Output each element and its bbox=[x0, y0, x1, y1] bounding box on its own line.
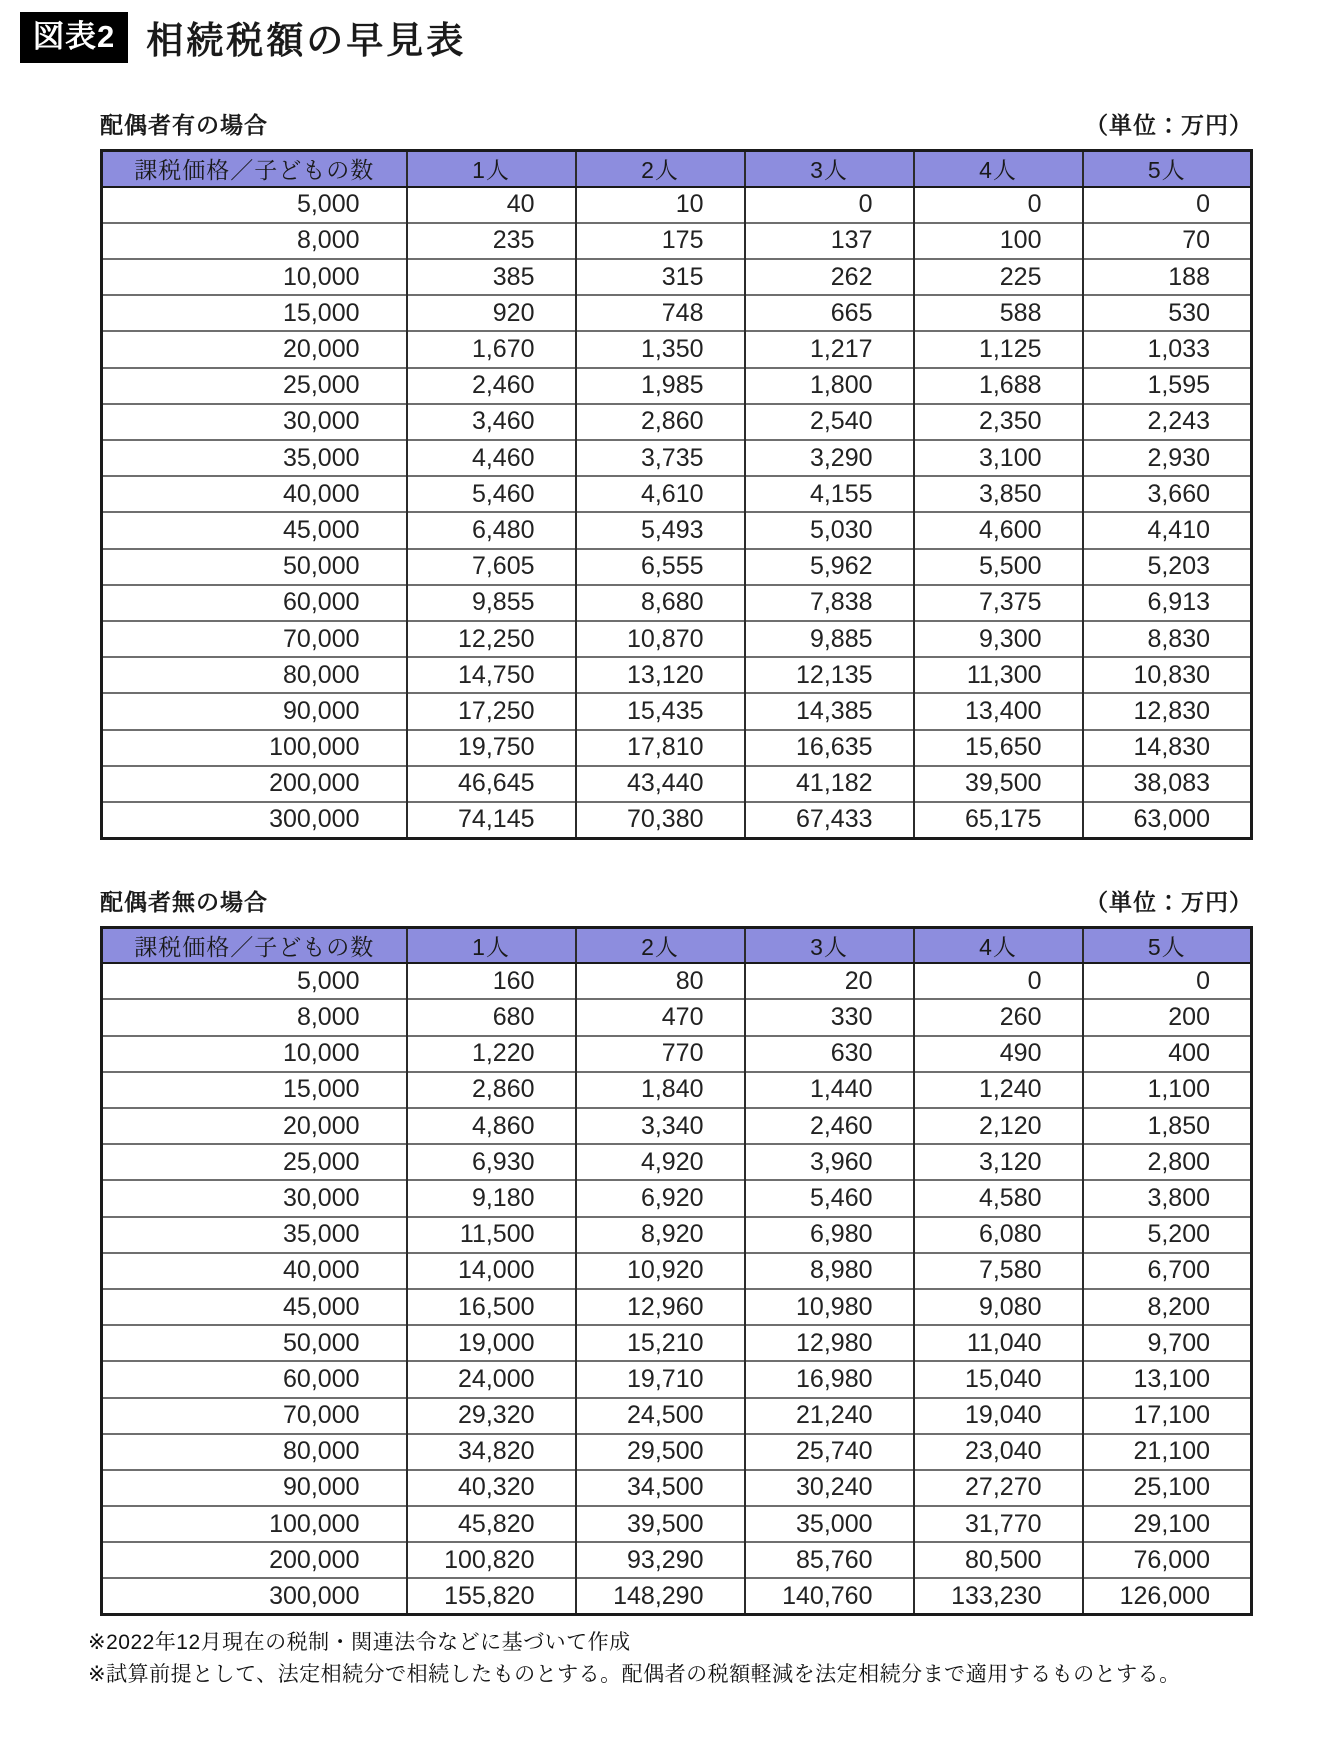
tax-amount-cell: 7,580 bbox=[914, 1253, 1083, 1289]
tax-amount-cell: 39,500 bbox=[914, 766, 1083, 802]
tax-amount-cell: 21,240 bbox=[745, 1398, 914, 1434]
table-row bbox=[102, 1506, 1252, 1542]
section-heading-with-spouse: 配偶者有の場合 bbox=[100, 112, 268, 138]
footnote-assumption: ※試算前提として、法定相続分で相続したものとする。配偶者の税額軽減を法定相続分まで適用するものとする。 bbox=[88, 1662, 1181, 1686]
tax-amount-cell: 680 bbox=[407, 999, 576, 1035]
tax-amount-cell: 14,000 bbox=[407, 1253, 576, 1289]
tax-amount-cell: 93,290 bbox=[576, 1542, 745, 1578]
tax-amount-cell: 10,980 bbox=[745, 1289, 914, 1325]
tax-amount-cell: 13,400 bbox=[914, 693, 1083, 729]
tax-amount-cell: 5,200 bbox=[1083, 1217, 1252, 1253]
tax-amount-cell: 15,650 bbox=[914, 730, 1083, 766]
tax-amount-cell: 9,300 bbox=[914, 621, 1083, 657]
tax-amount-cell: 15,210 bbox=[576, 1325, 745, 1361]
tax-amount-cell: 24,500 bbox=[576, 1398, 745, 1434]
table-row bbox=[102, 766, 1252, 802]
tax-amount-cell: 400 bbox=[1083, 1036, 1252, 1072]
tax-amount-cell: 4,610 bbox=[576, 476, 745, 512]
tax-amount-cell: 0 bbox=[745, 187, 914, 223]
table-row bbox=[102, 1180, 1252, 1216]
col-header-children-3: 3人 bbox=[745, 151, 914, 187]
tax-amount-cell: 5,493 bbox=[576, 512, 745, 548]
tax-amount-cell: 2,540 bbox=[745, 404, 914, 440]
tax-amount-cell: 14,830 bbox=[1083, 730, 1252, 766]
tax-amount-cell: 2,243 bbox=[1083, 404, 1252, 440]
section-heading-row bbox=[100, 107, 1253, 140]
tax-amount-cell: 1,670 bbox=[407, 331, 576, 367]
tax-amount-cell: 1,220 bbox=[407, 1036, 576, 1072]
row-header-taxable-value: 40,000 bbox=[102, 476, 407, 512]
tax-amount-cell: 11,040 bbox=[914, 1325, 1083, 1361]
table-row bbox=[102, 512, 1252, 548]
table-row bbox=[102, 368, 1252, 404]
table-row bbox=[102, 1542, 1252, 1578]
row-header-taxable-value: 60,000 bbox=[102, 1361, 407, 1397]
tax-amount-cell: 65,175 bbox=[914, 802, 1083, 838]
table-row bbox=[102, 802, 1252, 838]
tax-amount-cell: 100,820 bbox=[407, 1542, 576, 1578]
tax-amount-cell: 70 bbox=[1083, 223, 1252, 259]
tax-amount-cell: 10,830 bbox=[1083, 657, 1252, 693]
tax-amount-cell: 588 bbox=[914, 295, 1083, 331]
tax-amount-cell: 1,125 bbox=[914, 331, 1083, 367]
tax-amount-cell: 770 bbox=[576, 1036, 745, 1072]
tax-amount-cell: 9,700 bbox=[1083, 1325, 1252, 1361]
row-header-taxable-value: 8,000 bbox=[102, 999, 407, 1035]
tax-amount-cell: 2,860 bbox=[407, 1072, 576, 1108]
tax-amount-cell: 16,635 bbox=[745, 730, 914, 766]
tax-amount-cell: 5,460 bbox=[745, 1180, 914, 1216]
tax-amount-cell: 31,770 bbox=[914, 1506, 1083, 1542]
tax-amount-cell: 3,660 bbox=[1083, 476, 1252, 512]
tax-amount-cell: 470 bbox=[576, 999, 745, 1035]
row-header-taxable-value: 5,000 bbox=[102, 187, 407, 223]
tax-amount-cell: 330 bbox=[745, 999, 914, 1035]
tax-amount-cell: 137 bbox=[745, 223, 914, 259]
table-row bbox=[102, 549, 1252, 585]
table-header-row bbox=[102, 151, 1252, 187]
tax-amount-cell: 63,000 bbox=[1083, 802, 1252, 838]
tax-amount-cell: 3,460 bbox=[407, 404, 576, 440]
tax-amount-cell: 19,750 bbox=[407, 730, 576, 766]
tax-amount-cell: 43,440 bbox=[576, 766, 745, 802]
table-row bbox=[102, 1361, 1252, 1397]
tax-amount-cell: 21,100 bbox=[1083, 1434, 1252, 1470]
tax-amount-cell: 9,855 bbox=[407, 585, 576, 621]
tax-amount-cell: 1,840 bbox=[576, 1072, 745, 1108]
row-header-taxable-value: 70,000 bbox=[102, 621, 407, 657]
tax-amount-cell: 27,270 bbox=[914, 1470, 1083, 1506]
tax-amount-cell: 5,203 bbox=[1083, 549, 1252, 585]
col-header-children-5: 5人 bbox=[1083, 151, 1252, 187]
tax-amount-cell: 20 bbox=[745, 963, 914, 999]
row-header-taxable-value: 300,000 bbox=[102, 1578, 407, 1614]
table-row bbox=[102, 1325, 1252, 1361]
tax-amount-cell: 665 bbox=[745, 295, 914, 331]
tax-amount-cell: 200 bbox=[1083, 999, 1252, 1035]
row-header-taxable-value: 10,000 bbox=[102, 259, 407, 295]
tax-amount-cell: 14,385 bbox=[745, 693, 914, 729]
col-header-taxable-value: 課税価格／子どもの数 bbox=[102, 927, 407, 963]
row-header-taxable-value: 20,000 bbox=[102, 1108, 407, 1144]
table-row bbox=[102, 1578, 1252, 1614]
table-row bbox=[102, 404, 1252, 440]
tax-amount-cell: 1,850 bbox=[1083, 1108, 1252, 1144]
tax-amount-cell: 6,555 bbox=[576, 549, 745, 585]
tax-amount-cell: 3,120 bbox=[914, 1144, 1083, 1180]
tax-amount-cell: 2,800 bbox=[1083, 1144, 1252, 1180]
tax-amount-cell: 0 bbox=[1083, 963, 1252, 999]
col-header-children-4: 4人 bbox=[914, 151, 1083, 187]
tax-amount-cell: 920 bbox=[407, 295, 576, 331]
tax-amount-cell: 1,800 bbox=[745, 368, 914, 404]
tax-amount-cell: 10 bbox=[576, 187, 745, 223]
tax-amount-cell: 2,460 bbox=[745, 1108, 914, 1144]
tax-amount-cell: 4,920 bbox=[576, 1144, 745, 1180]
tax-amount-cell: 8,980 bbox=[745, 1253, 914, 1289]
table-row bbox=[102, 1217, 1252, 1253]
row-header-taxable-value: 300,000 bbox=[102, 802, 407, 838]
tax-amount-cell: 8,680 bbox=[576, 585, 745, 621]
tax-amount-cell: 175 bbox=[576, 223, 745, 259]
tax-amount-cell: 12,980 bbox=[745, 1325, 914, 1361]
row-header-taxable-value: 45,000 bbox=[102, 512, 407, 548]
tax-amount-cell: 1,100 bbox=[1083, 1072, 1252, 1108]
tax-amount-cell: 9,080 bbox=[914, 1289, 1083, 1325]
tax-amount-cell: 6,920 bbox=[576, 1180, 745, 1216]
tax-amount-cell: 262 bbox=[745, 259, 914, 295]
tax-amount-cell: 260 bbox=[914, 999, 1083, 1035]
table-row bbox=[102, 1036, 1252, 1072]
tax-amount-cell: 3,850 bbox=[914, 476, 1083, 512]
table-row bbox=[102, 1072, 1252, 1108]
row-header-taxable-value: 60,000 bbox=[102, 585, 407, 621]
tax-amount-cell: 13,120 bbox=[576, 657, 745, 693]
tax-amount-cell: 12,960 bbox=[576, 1289, 745, 1325]
tax-amount-cell: 225 bbox=[914, 259, 1083, 295]
tax-amount-cell: 11,500 bbox=[407, 1217, 576, 1253]
tax-amount-cell: 16,500 bbox=[407, 1289, 576, 1325]
table-row bbox=[102, 1108, 1252, 1144]
tax-amount-cell: 46,645 bbox=[407, 766, 576, 802]
row-header-taxable-value: 40,000 bbox=[102, 1253, 407, 1289]
tax-amount-cell: 45,820 bbox=[407, 1506, 576, 1542]
table-row bbox=[102, 1253, 1252, 1289]
table-row bbox=[102, 621, 1252, 657]
tax-amount-cell: 4,410 bbox=[1083, 512, 1252, 548]
tax-amount-cell: 7,838 bbox=[745, 585, 914, 621]
tax-amount-cell: 140,760 bbox=[745, 1578, 914, 1614]
tax-amount-cell: 39,500 bbox=[576, 1506, 745, 1542]
tax-amount-cell: 3,100 bbox=[914, 440, 1083, 476]
tax-amount-cell: 8,920 bbox=[576, 1217, 745, 1253]
page-title: 相続税額の早見表 bbox=[146, 20, 467, 61]
tax-amount-cell: 2,350 bbox=[914, 404, 1083, 440]
table-row bbox=[102, 999, 1252, 1035]
tax-amount-cell: 2,930 bbox=[1083, 440, 1252, 476]
tax-amount-cell: 235 bbox=[407, 223, 576, 259]
row-header-taxable-value: 8,000 bbox=[102, 223, 407, 259]
row-header-taxable-value: 50,000 bbox=[102, 549, 407, 585]
table-row bbox=[102, 1144, 1252, 1180]
figure-number-badge: 図表2 bbox=[20, 12, 128, 63]
tax-amount-cell: 16,980 bbox=[745, 1361, 914, 1397]
tax-amount-cell: 315 bbox=[576, 259, 745, 295]
tax-amount-cell: 126,000 bbox=[1083, 1578, 1252, 1614]
tax-amount-cell: 67,433 bbox=[745, 802, 914, 838]
tax-amount-cell: 80 bbox=[576, 963, 745, 999]
tax-amount-cell: 3,340 bbox=[576, 1108, 745, 1144]
table-row bbox=[102, 295, 1252, 331]
tax-amount-cell: 40,320 bbox=[407, 1470, 576, 1506]
tax-amount-cell: 74,145 bbox=[407, 802, 576, 838]
tax-amount-cell: 15,435 bbox=[576, 693, 745, 729]
row-header-taxable-value: 20,000 bbox=[102, 331, 407, 367]
figure-title-row bbox=[0, 0, 1340, 64]
table-row bbox=[102, 963, 1252, 999]
row-header-taxable-value: 5,000 bbox=[102, 963, 407, 999]
col-header-children-1: 1人 bbox=[407, 151, 576, 187]
row-header-taxable-value: 100,000 bbox=[102, 730, 407, 766]
tax-amount-cell: 4,860 bbox=[407, 1108, 576, 1144]
tax-amount-cell: 0 bbox=[1083, 187, 1252, 223]
tax-amount-cell: 17,250 bbox=[407, 693, 576, 729]
tax-amount-cell: 29,320 bbox=[407, 1398, 576, 1434]
tax-amount-cell: 29,500 bbox=[576, 1434, 745, 1470]
tax-amount-cell: 3,960 bbox=[745, 1144, 914, 1180]
tax-amount-cell: 0 bbox=[914, 187, 1083, 223]
tax-amount-cell: 1,985 bbox=[576, 368, 745, 404]
tax-amount-cell: 25,740 bbox=[745, 1434, 914, 1470]
row-header-taxable-value: 30,000 bbox=[102, 1180, 407, 1216]
col-header-children-2: 2人 bbox=[576, 151, 745, 187]
tax-amount-cell: 4,460 bbox=[407, 440, 576, 476]
tax-amount-cell: 13,100 bbox=[1083, 1361, 1252, 1397]
section-with-spouse bbox=[0, 107, 1340, 840]
col-header-children-2: 2人 bbox=[576, 927, 745, 963]
tax-amount-cell: 1,440 bbox=[745, 1072, 914, 1108]
row-header-taxable-value: 200,000 bbox=[102, 766, 407, 802]
tax-amount-cell: 24,000 bbox=[407, 1361, 576, 1397]
tax-amount-cell: 12,135 bbox=[745, 657, 914, 693]
tax-amount-cell: 385 bbox=[407, 259, 576, 295]
unit-label: （単位：万円） bbox=[1085, 112, 1253, 138]
footnote-basis: ※2022年12月現在の税制・関連法令などに基づいて作成 bbox=[88, 1631, 631, 1655]
table-row bbox=[102, 657, 1252, 693]
tax-amount-cell: 80,500 bbox=[914, 1542, 1083, 1578]
tax-amount-cell: 11,300 bbox=[914, 657, 1083, 693]
tax-amount-cell: 530 bbox=[1083, 295, 1252, 331]
row-header-taxable-value: 25,000 bbox=[102, 1144, 407, 1180]
tax-amount-cell: 3,735 bbox=[576, 440, 745, 476]
tax-amount-cell: 160 bbox=[407, 963, 576, 999]
tax-amount-cell: 76,000 bbox=[1083, 1542, 1252, 1578]
tax-amount-cell: 1,595 bbox=[1083, 368, 1252, 404]
tax-amount-cell: 29,100 bbox=[1083, 1506, 1252, 1542]
tax-amount-cell: 5,030 bbox=[745, 512, 914, 548]
row-header-taxable-value: 30,000 bbox=[102, 404, 407, 440]
tax-amount-cell: 1,240 bbox=[914, 1072, 1083, 1108]
tax-amount-cell: 6,913 bbox=[1083, 585, 1252, 621]
tax-amount-cell: 630 bbox=[745, 1036, 914, 1072]
tax-amount-cell: 1,350 bbox=[576, 331, 745, 367]
col-header-children-5: 5人 bbox=[1083, 927, 1252, 963]
tax-amount-cell: 40 bbox=[407, 187, 576, 223]
table-row bbox=[102, 585, 1252, 621]
row-header-taxable-value: 35,000 bbox=[102, 1217, 407, 1253]
table-row bbox=[102, 1398, 1252, 1434]
tax-amount-cell: 10,870 bbox=[576, 621, 745, 657]
tax-amount-cell: 23,040 bbox=[914, 1434, 1083, 1470]
row-header-taxable-value: 10,000 bbox=[102, 1036, 407, 1072]
tax-amount-cell: 12,830 bbox=[1083, 693, 1252, 729]
tax-amount-cell: 19,040 bbox=[914, 1398, 1083, 1434]
tax-amount-cell: 41,182 bbox=[745, 766, 914, 802]
table-row bbox=[102, 440, 1252, 476]
tax-amount-cell: 6,700 bbox=[1083, 1253, 1252, 1289]
tax-amount-cell: 133,230 bbox=[914, 1578, 1083, 1614]
tax-amount-cell: 15,040 bbox=[914, 1361, 1083, 1397]
tax-amount-cell: 2,860 bbox=[576, 404, 745, 440]
tax-amount-cell: 34,820 bbox=[407, 1434, 576, 1470]
row-header-taxable-value: 15,000 bbox=[102, 1072, 407, 1108]
tax-amount-cell: 25,100 bbox=[1083, 1470, 1252, 1506]
section-heading-row bbox=[100, 884, 1253, 917]
row-header-taxable-value: 70,000 bbox=[102, 1398, 407, 1434]
tax-amount-cell: 5,460 bbox=[407, 476, 576, 512]
tax-amount-cell: 6,930 bbox=[407, 1144, 576, 1180]
row-header-taxable-value: 15,000 bbox=[102, 295, 407, 331]
tax-amount-cell: 70,380 bbox=[576, 802, 745, 838]
section-without-spouse bbox=[0, 884, 1340, 1617]
tax-amount-cell: 4,600 bbox=[914, 512, 1083, 548]
tax-amount-cell: 5,500 bbox=[914, 549, 1083, 585]
without-spouse-tax-table bbox=[100, 926, 1253, 1617]
table-row bbox=[102, 187, 1252, 223]
tax-amount-cell: 17,100 bbox=[1083, 1398, 1252, 1434]
tax-amount-cell: 19,710 bbox=[576, 1361, 745, 1397]
unit-label: （単位：万円） bbox=[1085, 888, 1253, 915]
row-header-taxable-value: 45,000 bbox=[102, 1289, 407, 1325]
tax-amount-cell: 34,500 bbox=[576, 1470, 745, 1506]
row-header-taxable-value: 90,000 bbox=[102, 693, 407, 729]
table-row bbox=[102, 223, 1252, 259]
tax-amount-cell: 35,000 bbox=[745, 1506, 914, 1542]
tax-amount-cell: 9,180 bbox=[407, 1180, 576, 1216]
tax-amount-cell: 100 bbox=[914, 223, 1083, 259]
with-spouse-tax-table bbox=[100, 149, 1253, 840]
tax-amount-cell: 8,200 bbox=[1083, 1289, 1252, 1325]
tax-amount-cell: 4,155 bbox=[745, 476, 914, 512]
table-row bbox=[102, 730, 1252, 766]
tax-amount-cell: 2,120 bbox=[914, 1108, 1083, 1144]
tax-amount-cell: 5,962 bbox=[745, 549, 914, 585]
table-row bbox=[102, 331, 1252, 367]
tax-amount-cell: 17,810 bbox=[576, 730, 745, 766]
tax-amount-cell: 6,080 bbox=[914, 1217, 1083, 1253]
tax-amount-cell: 19,000 bbox=[407, 1325, 576, 1361]
row-header-taxable-value: 100,000 bbox=[102, 1506, 407, 1542]
tax-amount-cell: 6,980 bbox=[745, 1217, 914, 1253]
tax-amount-cell: 7,375 bbox=[914, 585, 1083, 621]
table-row bbox=[102, 476, 1252, 512]
footnotes bbox=[88, 1627, 1323, 1690]
col-header-taxable-value: 課税価格／子どもの数 bbox=[102, 151, 407, 187]
tax-amount-cell: 188 bbox=[1083, 259, 1252, 295]
row-header-taxable-value: 80,000 bbox=[102, 657, 407, 693]
row-header-taxable-value: 25,000 bbox=[102, 368, 407, 404]
tax-amount-cell: 1,033 bbox=[1083, 331, 1252, 367]
tax-amount-cell: 14,750 bbox=[407, 657, 576, 693]
table-row bbox=[102, 1434, 1252, 1470]
tax-amount-cell: 155,820 bbox=[407, 1578, 576, 1614]
row-header-taxable-value: 35,000 bbox=[102, 440, 407, 476]
tax-amount-cell: 30,240 bbox=[745, 1470, 914, 1506]
tax-amount-cell: 748 bbox=[576, 295, 745, 331]
tax-amount-cell: 8,830 bbox=[1083, 621, 1252, 657]
tax-amount-cell: 10,920 bbox=[576, 1253, 745, 1289]
tax-amount-cell: 7,605 bbox=[407, 549, 576, 585]
col-header-children-1: 1人 bbox=[407, 927, 576, 963]
row-header-taxable-value: 50,000 bbox=[102, 1325, 407, 1361]
tax-amount-cell: 38,083 bbox=[1083, 766, 1252, 802]
table-row bbox=[102, 1470, 1252, 1506]
row-header-taxable-value: 90,000 bbox=[102, 1470, 407, 1506]
col-header-children-3: 3人 bbox=[745, 927, 914, 963]
tax-amount-cell: 4,580 bbox=[914, 1180, 1083, 1216]
tax-amount-cell: 6,480 bbox=[407, 512, 576, 548]
table-header-row bbox=[102, 927, 1252, 963]
row-header-taxable-value: 200,000 bbox=[102, 1542, 407, 1578]
tax-amount-cell: 12,250 bbox=[407, 621, 576, 657]
tax-amount-cell: 2,460 bbox=[407, 368, 576, 404]
col-header-children-4: 4人 bbox=[914, 927, 1083, 963]
tax-amount-cell: 1,217 bbox=[745, 331, 914, 367]
tax-amount-cell: 85,760 bbox=[745, 1542, 914, 1578]
tax-amount-cell: 148,290 bbox=[576, 1578, 745, 1614]
table-row bbox=[102, 259, 1252, 295]
table-row bbox=[102, 1289, 1252, 1325]
tax-amount-cell: 0 bbox=[914, 963, 1083, 999]
section-heading-without-spouse: 配偶者無の場合 bbox=[100, 888, 268, 915]
tax-amount-cell: 3,800 bbox=[1083, 1180, 1252, 1216]
row-header-taxable-value: 80,000 bbox=[102, 1434, 407, 1470]
tax-amount-cell: 9,885 bbox=[745, 621, 914, 657]
tax-amount-cell: 490 bbox=[914, 1036, 1083, 1072]
table-row bbox=[102, 693, 1252, 729]
tax-amount-cell: 1,688 bbox=[914, 368, 1083, 404]
tax-amount-cell: 3,290 bbox=[745, 440, 914, 476]
